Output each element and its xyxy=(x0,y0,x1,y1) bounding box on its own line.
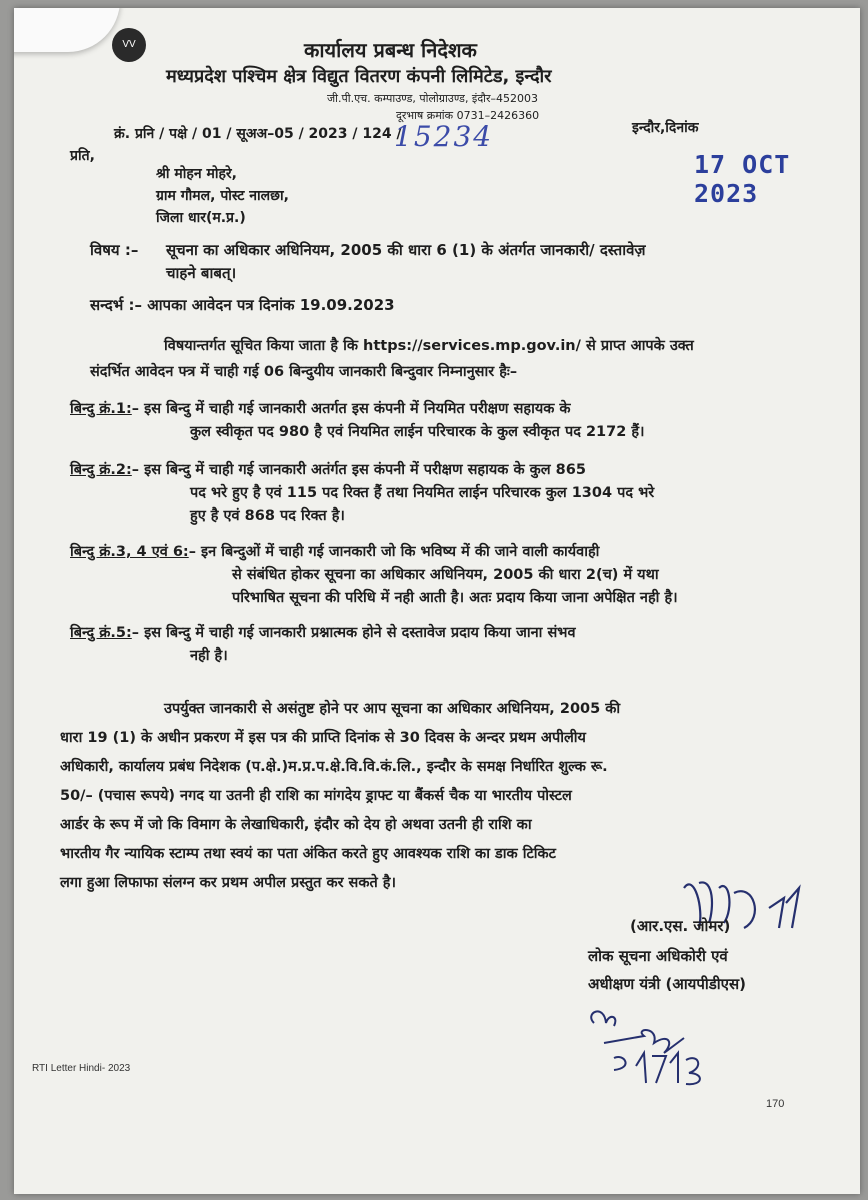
subject-line-2: चाहने बाबत्। xyxy=(166,264,237,282)
appeal-line-6: भारतीय गैर न्यायिक स्टाम्प तथा स्वयं का पता अंकित करते हुए आवश्यक राशि का डाक टिकिट xyxy=(60,846,556,862)
point-4-label: बिन्दु क्रं.5: xyxy=(70,625,132,641)
appeal-line-3: अधिकारी, कार्यालय प्रबंध निदेशक (प.क्षे.)म.प्र.प.क्षे.वि.वि.कं.लि., इन्दौर के समक्ष निर्धारित शुल्क रू. xyxy=(60,759,608,775)
officer-initials: (आर.एस. जोमर) xyxy=(630,917,731,935)
officer-designation-2: अधीक्षण यंत्री (आयपीडीएस) xyxy=(588,975,746,993)
officer-signature xyxy=(674,868,814,948)
office-title: कार्यालय प्रबन्ध निदेशक xyxy=(304,38,477,62)
appeal-line-7: लगा हुआ लिफाफा संलग्न कर प्रथम अपील प्रस्तुत कर सकते है। xyxy=(60,875,396,891)
point-4-line-1: बिन्दु क्रं.5:– इस बिन्दु में चाही गई जानकारी प्रश्नात्मक होने से दस्तावेज प्रदाय किया जाना संभव xyxy=(70,625,576,641)
recipient-name: श्री मोहन मोहरे, xyxy=(156,166,237,182)
to-label: प्रति, xyxy=(70,148,95,164)
appeal-line-5: आर्डर के रूप में जो कि विमाग के लेखाधिकारी, इंदौर को देय हो अथवा उतनी ही राशि का xyxy=(60,817,532,833)
point-3-line-1: बिन्दु क्रं.3, 4 एवं 6:– इन बिन्दुओं में चाही गई जानकारी जो कि भविष्य में की जाने वाली कार्यवाही xyxy=(70,544,600,560)
officer-designation-1: लोक सूचना अधिकोरी एवं xyxy=(588,947,728,965)
point-1-label: बिन्दु क्रं.1: xyxy=(70,401,132,417)
reference-line: सन्दर्भ :– आपका आवेदन पत्र दिनांक 19.09.2023 xyxy=(90,296,395,314)
company-name: मध्यप्रदेश पश्चिम क्षेत्र विद्युत वितरण कंपनी लिमिटेड, इन्दौर xyxy=(166,66,552,87)
point-4-line-2: नही है। xyxy=(190,648,228,664)
intro-line-2: संदर्भित आवेदन फ्त्र में चाही गई 06 बिन्दुयीय जानकारी बिन्दुवार निम्नानुसार हैः– xyxy=(90,364,518,380)
place-date-label: इन्दौर,दिनांक xyxy=(632,120,699,136)
company-address: जी.पी.एच. कम्पाउण्ड, पोलोग्राउण्ड, इंदौर–452003 xyxy=(327,92,539,105)
point-2-line-1: बिन्दु क्रं.2:– इस बिन्दु में चाही गई जानकारी अतंर्गत इस कंपनी में परीक्षण सहायक के कुल 865 xyxy=(70,462,586,478)
point-3-line-3: परिभाषित सूचना की परिधि में नही आती है। अतः प्रदाय किया जाना अपेक्षित नही है। xyxy=(232,590,678,606)
appeal-line-1: उपर्युक्त जानकारी से असंतुष्ट होने पर आप सूचना का अधिकार अधिनियम, 2005 की xyxy=(164,701,621,717)
page-number: 170 xyxy=(766,1098,785,1110)
reference-number: क्रं. प्रनि / पक्षे / 01 / सूअअ–05 / 2023 / 124 / xyxy=(114,126,402,142)
receipt-signature xyxy=(574,998,724,1088)
subject-line-1: सूचना का अधिकार अधिनियम, 2005 की धारा 6 (1) के अंतर्गत जानकारी/ दस्तावेज़ xyxy=(166,241,646,259)
appeal-line-4: 50/– (पचास रूपये) नगद या उतनी ही राशि का मांगदेय ड्राफ्ट या बैंकर्स चैक या भारतीय पोस्टल xyxy=(60,788,572,804)
point-3-line-2: से संबंधित होकर सूचना का अधिकार अधिनियम, 2005 की धारा 2(च) में यथा xyxy=(232,567,659,583)
company-logo: VV xyxy=(112,28,146,62)
date-stamp: 17 OCT 2023 xyxy=(694,150,791,208)
glove-overlay xyxy=(14,8,120,52)
point-1-line-2: कुल स्वीकृत पद 980 है एवं नियमित लाईन परिचारक के कुल स्वीकृत पद 2172 हैं। xyxy=(190,424,645,440)
point-2-line-3: हुए है एवं 868 पद रिक्त है। xyxy=(190,508,345,524)
point-2-label: बिन्दु क्रं.2: xyxy=(70,462,132,478)
footer-label: RTI Letter Hindi- 2023 xyxy=(32,1063,131,1074)
subject-label: विषय :– xyxy=(90,241,139,259)
intro-line-1: विषयान्तर्गत सूचित किया जाता है कि https://services.mp.gov.in/ से प्राप्त आपके उक्त xyxy=(164,338,694,354)
appeal-line-2: धारा 19 (1) के अधीन प्रकरण में इस पत्र की प्राप्ति दिनांक से 30 दिवस के अन्दर प्रथम अपीलीय xyxy=(60,730,586,746)
company-phone: दूरभाष क्रमांक 0731–2426360 xyxy=(396,109,540,122)
point-2-line-2: पद भरे हुए है एवं 115 पद रिक्त हैं तथा नियमित लाईन परिचारक कुल 1304 पद भरे xyxy=(190,485,655,501)
point-1-line-1: बिन्दु क्रं.1:– इस बिन्दु में चाही गई जानकारी अतर्गत इस कंपनी में नियमित परीक्षण सहायक के xyxy=(70,401,571,417)
point-3-label: बिन्दु क्रं.3, 4 एवं 6: xyxy=(70,544,189,560)
letter-page xyxy=(14,8,860,1194)
recipient-village: ग्राम गौमल, पोस्ट नालछा, xyxy=(156,188,289,204)
handwritten-number: 15234 xyxy=(394,120,494,153)
recipient-district: जिला धार(म.प्र.) xyxy=(156,210,246,226)
